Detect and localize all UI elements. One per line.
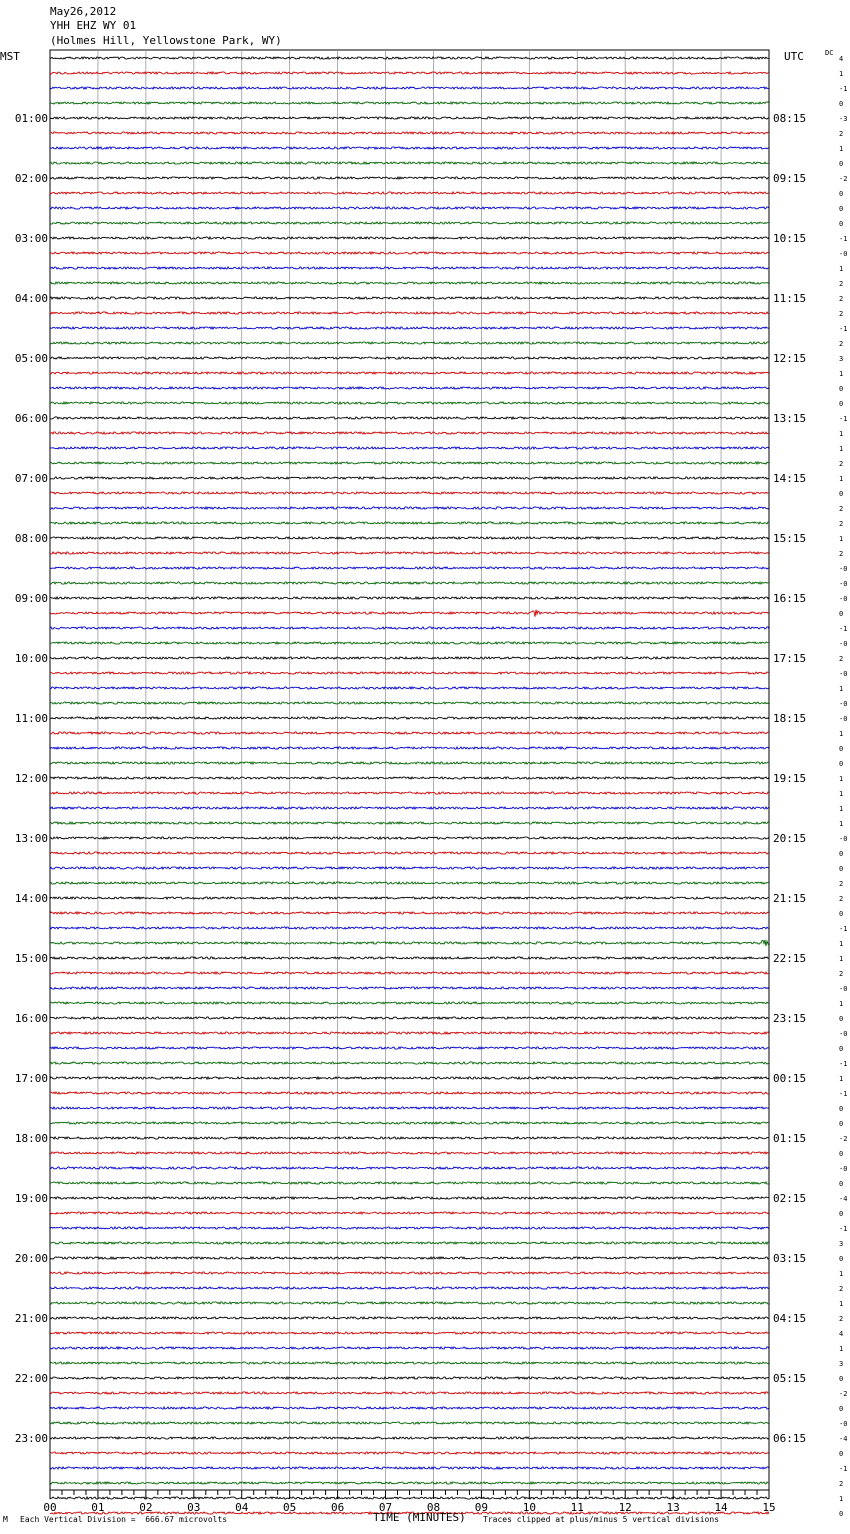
dc-offset-label: 1: [839, 775, 844, 783]
trace-row-78: [50, 1227, 769, 1229]
trace-row-57: [50, 912, 769, 914]
dc-offset-label: 0: [839, 1150, 844, 1158]
right-hour-label: 06:15: [773, 1432, 807, 1445]
left-hour-label: 05:00: [14, 352, 48, 365]
trace-row-68: [50, 1077, 769, 1079]
trace-row-36: [50, 597, 769, 599]
dc-offset-label: 1: [839, 820, 844, 828]
trace-row-24: [50, 417, 769, 419]
trace-row-11: [50, 222, 769, 224]
trace-row-81: [50, 1272, 769, 1274]
dc-offset-label: 1: [839, 685, 844, 693]
trace-row-27: [50, 462, 769, 464]
station-code: YHH EHZ WY 01: [50, 19, 137, 32]
dc-offset-label: 2: [839, 295, 844, 303]
left-hour-label: 07:00: [14, 472, 48, 485]
trace-row-70: [50, 1107, 769, 1109]
trace-row-64: [50, 1017, 769, 1019]
right-hour-label: 22:15: [773, 952, 807, 965]
dc-offset-label: 1: [839, 430, 844, 438]
trace-row-80: [50, 1257, 769, 1259]
dc-offset-label: -4: [839, 1195, 848, 1203]
trace-row-89: [50, 1392, 769, 1394]
dc-offset-label: 0: [839, 865, 844, 873]
dc-offset-label: -4: [839, 1435, 848, 1443]
left-hour-label: 19:00: [14, 1192, 48, 1205]
trace-row-46: [50, 747, 769, 749]
dc-offset-label: 0: [839, 910, 844, 918]
trace-row-3: [50, 102, 769, 104]
dc-offset-label: -1: [839, 1465, 848, 1473]
dc-offset-label: 2: [839, 130, 844, 138]
dc-offset-header: DC: [825, 49, 834, 57]
dc-offset-label: 1: [839, 805, 844, 813]
trace-row-60: [50, 957, 769, 959]
left-hour-label: 15:00: [14, 952, 48, 965]
dc-offset-label: 3: [839, 1360, 844, 1368]
dc-offset-label: 0: [839, 1450, 844, 1458]
dc-offset-label: -1: [839, 925, 848, 933]
dc-offset-label: 0: [839, 490, 844, 498]
dc-offset-label: -1: [839, 235, 848, 243]
dc-offset-label: -2: [839, 1135, 848, 1143]
dc-offset-label: -1: [839, 415, 848, 423]
dc-offset-label: 2: [839, 340, 844, 348]
dc-offset-label: 0: [839, 1180, 844, 1188]
x-tick-label: 07: [378, 1501, 393, 1514]
trace-row-67: [50, 1062, 769, 1064]
trace-row-83: [50, 1302, 769, 1304]
x-tick-label: 04: [235, 1501, 249, 1514]
dc-offset-label: 2: [839, 895, 844, 903]
trace-row-19: [50, 342, 769, 344]
left-hour-label: 23:00: [14, 1432, 48, 1445]
corner-mark: M: [3, 1515, 8, 1524]
dc-offset-label: 3: [839, 1240, 844, 1248]
trace-row-54: [50, 867, 769, 869]
right-hour-label: 17:15: [773, 652, 807, 665]
trace-row-94: [50, 1467, 769, 1469]
trace-row-7: [50, 162, 769, 164]
dc-offset-label: 2: [839, 460, 844, 468]
left-hour-label: 03:00: [14, 232, 48, 245]
trace-row-25: [50, 432, 769, 434]
dc-offset-label: -1: [839, 625, 848, 633]
dc-offset-label: 0: [839, 1255, 844, 1263]
trace-row-66: [50, 1047, 769, 1049]
left-hour-label: 18:00: [14, 1132, 48, 1145]
trace-row-14: [50, 267, 769, 269]
dc-offset-label: 0: [839, 220, 844, 228]
dc-offset-label: -1: [839, 1060, 848, 1068]
trace-row-48: [50, 777, 769, 779]
trace-row-1: [50, 72, 769, 74]
trace-row-82: [50, 1287, 769, 1289]
dc-offset-label: 1: [839, 475, 844, 483]
right-hour-label: 19:15: [773, 772, 807, 785]
dc-offset-label: -0: [839, 700, 848, 708]
trace-row-93: [50, 1452, 769, 1454]
left-hour-label: 11:00: [14, 712, 48, 725]
trace-row-61: [50, 972, 769, 974]
dc-offset-label: 1: [839, 70, 844, 78]
x-tick-label: 05: [283, 1501, 297, 1514]
trace-row-42: [50, 687, 769, 689]
dc-offset-label: 2: [839, 1315, 844, 1323]
dc-offset-label: 2: [839, 880, 844, 888]
trace-row-88: [50, 1377, 769, 1379]
trace-row-17: [50, 312, 769, 314]
trace-row-62: [50, 987, 769, 989]
trace-row-58: [50, 927, 769, 929]
trace-row-16: [50, 297, 769, 299]
trace-row-72: [50, 1137, 769, 1139]
x-tick-label: 12: [618, 1501, 632, 1514]
dc-offset-label: 2: [839, 520, 844, 528]
trace-row-18: [50, 327, 769, 329]
dc-offset-label: 1: [839, 1345, 844, 1353]
x-tick-label: 02: [139, 1501, 153, 1514]
dc-offset-label: 0: [839, 760, 844, 768]
trace-row-43: [50, 702, 769, 704]
dc-offset-label: 2: [839, 970, 844, 978]
dc-offset-label: 2: [839, 310, 844, 318]
trace-row-95: [50, 1482, 769, 1484]
trace-row-76: [50, 1197, 769, 1199]
dc-offset-label: -1: [839, 85, 848, 93]
dc-offset-label: -0: [839, 595, 848, 603]
dc-offset-label: -0: [839, 1165, 848, 1173]
right-hour-label: 12:15: [773, 352, 807, 365]
left-hour-label: 08:00: [14, 532, 48, 545]
trace-row-2: [50, 87, 769, 89]
dc-offset-label: -0: [839, 1030, 848, 1038]
trace-row-79: [50, 1242, 769, 1244]
trace-row-45: [50, 732, 769, 734]
dc-offset-label: 0: [839, 1045, 844, 1053]
right-hour-label: 03:15: [773, 1252, 807, 1265]
dc-offset-label: 0: [839, 400, 844, 408]
trace-row-38: [50, 627, 769, 629]
left-hour-label: 13:00: [14, 832, 48, 845]
dc-offset-label: 0: [839, 160, 844, 168]
dc-offset-label: 4: [839, 55, 844, 63]
trace-row-56: [50, 897, 769, 899]
right-hour-label: 13:15: [773, 412, 807, 425]
right-hour-label: 02:15: [773, 1192, 807, 1205]
dc-offset-label: 2: [839, 550, 844, 558]
trace-row-20: [50, 357, 769, 359]
trace-row-40: [50, 657, 769, 659]
right-hour-label: 04:15: [773, 1312, 807, 1325]
left-hour-label: 14:00: [14, 892, 48, 905]
trace-row-28: [50, 477, 769, 479]
station-location: (Holmes Hill, Yellowstone Park, WY): [50, 34, 282, 47]
trace-row-0: [50, 57, 769, 59]
trace-row-8: [50, 177, 769, 179]
dc-offset-label: -0: [839, 985, 848, 993]
right-hour-label: 08:15: [773, 112, 807, 125]
trace-row-65: [50, 1032, 769, 1034]
trace-row-96: [50, 1497, 769, 1499]
right-hour-label: 00:15: [773, 1072, 807, 1085]
trace-row-37: [50, 610, 769, 617]
dc-offset-label: 0: [839, 1120, 844, 1128]
trace-row-44: [50, 717, 769, 719]
trace-row-85: [50, 1332, 769, 1334]
trace-row-39: [50, 642, 769, 644]
right-hour-label: 01:15: [773, 1132, 807, 1145]
right-hour-label: 09:15: [773, 172, 807, 185]
dc-offset-label: 1: [839, 730, 844, 738]
dc-offset-label: -2: [839, 175, 848, 183]
left-hour-label: 01:00: [14, 112, 48, 125]
plot-frame: [50, 50, 769, 1490]
dc-offset-label: 2: [839, 1480, 844, 1488]
vertical-division-note: Each Vertical Division = 666.67 microvolts: [20, 1515, 228, 1524]
x-tick-label: 06: [330, 1501, 345, 1514]
x-tick-label: 13: [666, 1501, 680, 1514]
trace-row-69: [50, 1092, 769, 1094]
trace-row-4: [50, 117, 769, 119]
right-hour-label: 10:15: [773, 232, 807, 245]
trace-row-63: [50, 1002, 769, 1004]
left-hour-label: 10:00: [14, 652, 48, 665]
dc-offset-label: 3: [839, 355, 844, 363]
dc-offset-label: 0: [839, 190, 844, 198]
trace-row-84: [50, 1317, 769, 1319]
dc-offset-label: 2: [839, 280, 844, 288]
trace-row-15: [50, 282, 769, 284]
x-tick-label: 10: [522, 1501, 536, 1514]
left-hour-label: 16:00: [14, 1012, 48, 1025]
dc-offset-label: 1: [839, 265, 844, 273]
dc-offset-label: 1: [839, 940, 844, 948]
right-hour-label: 21:15: [773, 892, 807, 905]
dc-offset-label: 0: [839, 745, 844, 753]
right-hour-label: 18:15: [773, 712, 807, 725]
trace-row-21: [50, 372, 769, 374]
dc-offset-label: -0: [839, 250, 848, 258]
dc-offset-label: 1: [839, 1000, 844, 1008]
trace-row-10: [50, 207, 769, 209]
left-hour-label: 06:00: [14, 412, 48, 425]
dc-offset-label: 0: [839, 385, 844, 393]
right-hour-label: 16:15: [773, 592, 807, 605]
clip-note: Traces clipped at plus/minus 5 vertical divisions: [483, 1515, 720, 1524]
dc-offset-label: 1: [839, 1495, 844, 1503]
trace-row-53: [50, 852, 769, 854]
dc-offset-label: -2: [839, 1390, 848, 1398]
trace-row-31: [50, 522, 769, 524]
trace-row-77: [50, 1212, 769, 1214]
trace-row-52: [50, 837, 769, 839]
dc-offset-label: 0: [839, 1375, 844, 1383]
trace-row-90: [50, 1407, 769, 1409]
trace-row-6: [50, 147, 769, 149]
plot-date: May26,2012: [50, 5, 117, 18]
dc-offset-label: 0: [839, 1405, 844, 1413]
dc-offset-label: -0: [839, 670, 848, 678]
dc-offset-label: 1: [839, 535, 844, 543]
dc-offset-label: 1: [839, 955, 844, 963]
trace-row-26: [50, 447, 769, 449]
left-hour-label: 17:00: [14, 1072, 48, 1085]
x-tick-label: 14: [714, 1501, 728, 1514]
dc-offset-label: -1: [839, 325, 848, 333]
dc-offset-label: 1: [839, 790, 844, 798]
dc-offset-label: 1: [839, 1300, 844, 1308]
trace-row-47: [50, 762, 769, 764]
trace-row-71: [50, 1122, 769, 1124]
trace-row-9: [50, 192, 769, 194]
trace-row-30: [50, 507, 769, 509]
right-hour-label: 15:15: [773, 532, 807, 545]
trace-row-41: [50, 672, 769, 674]
trace-row-74: [50, 1167, 769, 1169]
dc-offset-label: -0: [839, 715, 848, 723]
dc-offset-label: -0: [839, 1420, 848, 1428]
dc-offset-label: -1: [839, 1225, 848, 1233]
trace-row-34: [50, 567, 769, 569]
left-hour-label: 04:00: [14, 292, 48, 305]
x-tick-label: 09: [474, 1501, 489, 1514]
right-timezone-label: UTC: [784, 50, 804, 63]
dc-offset-label: 2: [839, 505, 844, 513]
left-hour-label: 02:00: [14, 172, 48, 185]
dc-offset-label: 0: [839, 1015, 844, 1023]
right-hour-label: 20:15: [773, 832, 807, 845]
trace-row-32: [50, 537, 769, 539]
x-tick-label: 11: [570, 1501, 584, 1514]
left-hour-label: 12:00: [14, 772, 48, 785]
trace-row-5: [50, 132, 769, 134]
dc-offset-label: 0: [839, 1510, 844, 1518]
right-hour-label: 05:15: [773, 1372, 807, 1385]
left-hour-label: 22:00: [14, 1372, 48, 1385]
x-tick-label: 15: [762, 1501, 776, 1514]
dc-offset-label: 0: [839, 205, 844, 213]
trace-row-91: [50, 1422, 769, 1424]
dc-offset-label: 0: [839, 610, 844, 618]
dc-offset-label: 2: [839, 655, 844, 663]
left-hour-label: 21:00: [14, 1312, 48, 1325]
x-axis-title: TIME (MINUTES): [373, 1511, 466, 1524]
right-hour-label: 23:15: [773, 1012, 807, 1025]
trace-row-55: [50, 882, 769, 884]
dc-offset-label: 4: [839, 1330, 844, 1338]
dc-offset-label: -0: [839, 565, 848, 573]
dc-offset-label: -0: [839, 835, 848, 843]
x-tick-label: 08: [426, 1501, 441, 1514]
right-hour-label: 11:15: [773, 292, 807, 305]
trace-row-86: [50, 1347, 769, 1349]
trace-row-22: [50, 387, 769, 389]
dc-offset-label: -0: [839, 580, 848, 588]
trace-row-23: [50, 402, 769, 404]
left-hour-label: 20:00: [14, 1252, 48, 1265]
trace-row-35: [50, 582, 769, 584]
trace-row-73: [50, 1152, 769, 1154]
trace-row-49: [50, 792, 769, 794]
dc-offset-label: -1: [839, 1090, 848, 1098]
right-hour-label: 14:15: [773, 472, 807, 485]
trace-row-75: [50, 1182, 769, 1184]
trace-row-33: [50, 552, 769, 554]
trace-row-87: [50, 1362, 769, 1364]
x-tick-label: 00: [43, 1501, 57, 1514]
dc-offset-label: 1: [839, 370, 844, 378]
dc-offset-label: 0: [839, 850, 844, 858]
dc-offset-label: 2: [839, 1285, 844, 1293]
dc-offset-label: 0: [839, 1105, 844, 1113]
x-tick-label: 01: [91, 1501, 105, 1514]
dc-offset-label: 1: [839, 1270, 844, 1278]
dc-offset-label: 1: [839, 1075, 844, 1083]
trace-row-92: [50, 1437, 769, 1439]
dc-offset-label: -0: [839, 640, 848, 648]
dc-offset-label: 0: [839, 1210, 844, 1218]
trace-row-29: [50, 492, 769, 494]
x-tick-label: 03: [187, 1501, 201, 1514]
left-timezone-label: MST: [0, 50, 20, 63]
trace-row-50: [50, 807, 769, 809]
dc-offset-label: -3: [839, 115, 848, 123]
dc-offset-label: 0: [839, 100, 844, 108]
left-hour-label: 09:00: [14, 592, 48, 605]
trace-row-12: [50, 237, 769, 239]
trace-row-51: [50, 822, 769, 824]
dc-offset-label: 1: [839, 445, 844, 453]
trace-row-13: [50, 252, 769, 254]
trace-row-59: [50, 940, 769, 946]
dc-offset-label: 1: [839, 145, 844, 153]
